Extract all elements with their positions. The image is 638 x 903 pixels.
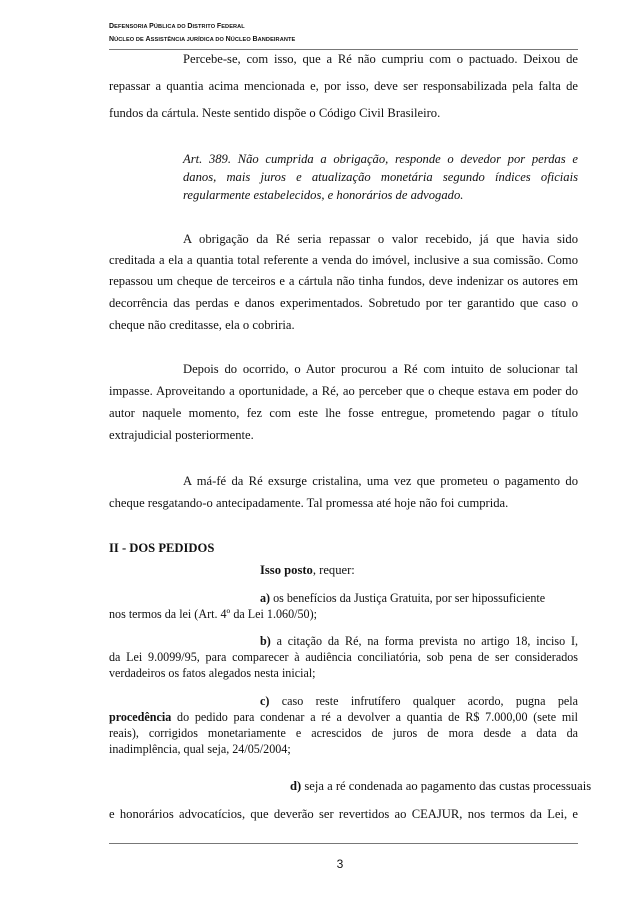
paragraph-line: Depois do ocorrido, o Autor procurou a Ré com intuito de solucionar tal xyxy=(183,362,578,376)
request-c-line: c) caso reste infrutífero qualquer acordo, pugna pela xyxy=(260,694,578,708)
request-d-line: d) seja a ré condenada ao pagamento das custas processuais xyxy=(290,779,592,793)
page-number: 3 xyxy=(336,857,344,871)
header-institution: DEFENSORIA PÚBLICA DO DISTRITO FEDERAL xyxy=(109,23,245,30)
paragraph-line: decorrência das perdas e danos experimentados. Sobretudo por ter garantido que caso o xyxy=(109,296,578,310)
footer-rule xyxy=(109,843,578,844)
paragraph-line: A má-fé da Ré exsurge cristalina, uma vez que prometeu o pagamento do xyxy=(183,474,578,488)
request-a-line: a) os benefícios da Justiça Gratuita, por ser hipossuficiente xyxy=(260,591,546,605)
paragraph-line: cheque resgatando-o antecipadamente. Tal promessa até hoje não foi cumprida. xyxy=(109,496,509,510)
request-b-line: b) a citação da Ré, na forma prevista no artigo 18, inciso I, xyxy=(260,634,578,648)
section-heading: II - DOS PEDIDOS xyxy=(109,541,215,555)
paragraph-line: repassar a quantia acima mencionada e, por isso, deve ser responsabilizada pela falta de xyxy=(109,79,578,93)
request-c-line: reais), corrigidos monetariamente e acrescidos de juros de mora desde a data da xyxy=(109,726,578,740)
paragraph-line: cheque não creditasse, ela o cobriria. xyxy=(109,318,295,332)
request-c-line: inadimplência, qual seja, 24/05/2004; xyxy=(109,742,291,756)
paragraph-line: creditada a ela a quantia total referente a venda do imóvel, inclusive a sua comissão. Como xyxy=(109,253,578,267)
paragraph-line: repassou um cheque de terceiros e a cártula não tinha fundos, deve indenizar os autores em xyxy=(109,274,578,288)
request-b-line: da Lei 9.0099/95, para comparecer à audiência conciliatória, sob pena de ser considerados xyxy=(109,650,578,664)
request-c-line: procedência do pedido para condenar a ré a devolver a quantia de R$ 7.000,00 (sete mil xyxy=(109,710,578,724)
paragraph-line: A obrigação da Ré seria repassar o valor recebido, já que havia sido xyxy=(183,232,578,246)
paragraph-line: extrajudicial posteriormente. xyxy=(109,428,254,442)
paragraph-line: Percebe-se, com isso, que a Ré não cumpriu com o pactuado. Deixou de xyxy=(183,52,578,66)
requests-intro: Isso posto, requer: xyxy=(260,563,355,577)
paragraph-line: fundos da cártula. Neste sentido dispõe o Código Civil Brasileiro. xyxy=(109,106,441,120)
request-d-line: e honorários advocatícios, que deverão ser revertidos ao CEAJUR, nos termos da Lei, e xyxy=(109,807,578,821)
quote-line: Art. 389. Não cumprida a obrigação, responde o devedor por perdas e xyxy=(183,152,578,166)
quote-line: danos, mais juros e atualização monetária segundo índices oficiais xyxy=(183,170,578,184)
request-a-line: nos termos da lei (Art. 4º da Lei 1.060/50); xyxy=(109,607,317,621)
paragraph-line: impasse. Aproveitando a oportunidade, a Ré, ao perceber que o cheque estava em poder do xyxy=(109,384,578,398)
header-rule xyxy=(109,49,578,50)
quote-line: regularmente estabelecidos, e honorários de advogado. xyxy=(183,188,464,202)
request-b-line: verdadeiros os fatos alegados nesta inicial; xyxy=(109,666,316,680)
header-department: NÚCLEO DE ASSISTÊNCIA JURÍDICA DO NÚCLEO BANDEIRANTE xyxy=(109,36,296,43)
paragraph-line: autor naquele momento, fez com este lhe fosse entregue, prometendo pagar o título xyxy=(109,406,578,420)
